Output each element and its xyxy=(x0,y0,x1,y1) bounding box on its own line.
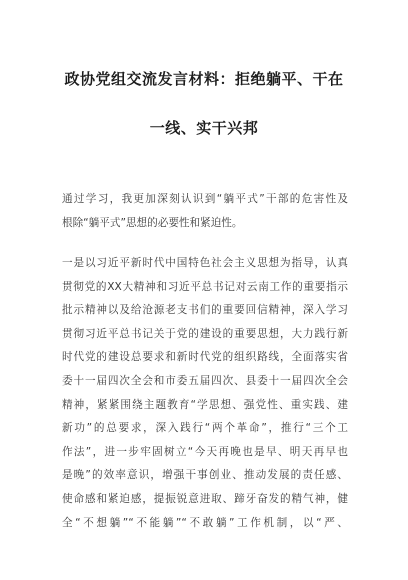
body-line: 全“不想躺”“不能躺”“不敢躺”工作机制，以“严、 xyxy=(62,516,348,529)
document-title-line-1: 政协党组交流发言材料：拒绝躺平、干在 xyxy=(64,70,344,88)
body-line: 贯彻习近平总书记关于党的建设的重要思想，大力践行新 xyxy=(62,327,348,340)
body-line: 作法”，进一步牢固树立“今天再晚也是早、明天再早也 xyxy=(62,445,348,458)
body-line: 时代党的建设总要求和新时代党的组织路线，全面落实省 xyxy=(62,351,348,364)
body-line: 一是以习近平新时代中国特色社会主义思想为指导，认真 xyxy=(62,257,348,269)
body-line: 使命感和紧迫感，提振锐意进取、蹄牙奋发的精气神，健 xyxy=(62,492,348,505)
intro-paragraph xyxy=(62,188,348,235)
body-paragraph xyxy=(62,252,348,535)
body-line: 精神，紧紧围绕主题教育“学思想、强党性、重实践、建 xyxy=(62,398,348,411)
body-line: 委十一届四次全会和市委五届四次、县委十一届四次全会 xyxy=(62,374,348,387)
body-line: 新功”的总要求，深入践行“两个革命”，推行“三个工 xyxy=(62,422,348,435)
document-title-line-2: 一线、实干兴邦 xyxy=(149,119,259,137)
intro-line: 根除“躺平式”思想的必要性和紧迫性。 xyxy=(62,216,243,229)
body-line: 是晚”的效率意识，增强干事创业、推动发展的责任感、 xyxy=(62,469,348,482)
intro-line: 通过学习，我更加深刻认识到“躺平式”干部的危害性及 xyxy=(62,193,348,205)
body-line: 批示精神以及给沧源老支书们的重要回信精神，深入学习 xyxy=(62,304,348,317)
body-line: 贯彻党的XX大精神和习近平总书记对云南工作的重要指示 xyxy=(62,280,348,293)
